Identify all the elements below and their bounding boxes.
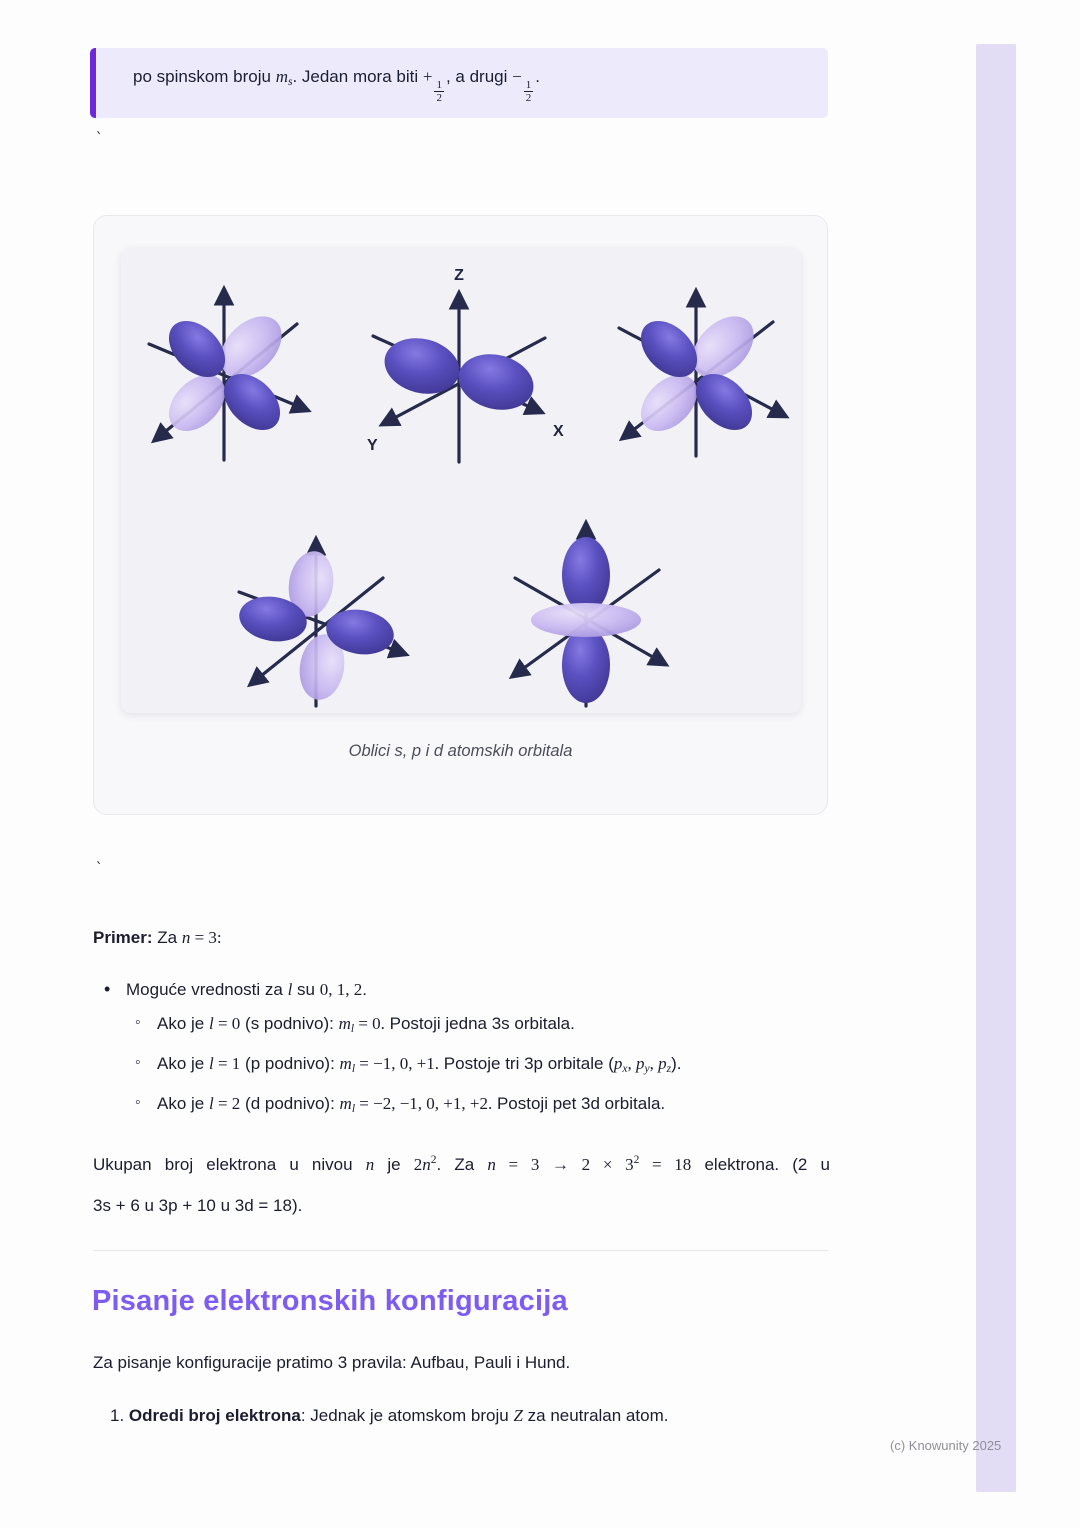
numbered-item-1: 1. Odredi broj elektrona: Jednak je atomskom broju Z za neutralan atom. [110,1406,669,1425]
orbitals-image [121,248,801,713]
axis-label-y: Y [367,437,378,454]
list-item: ◦ Ako je l = 1 (p podnivo): ml = −1, 0, +1. Postoje tri 3p orbitale (px, py, pz). [93,1054,873,1075]
orbital-top-middle [367,267,564,462]
stray-backtick: ` [95,861,104,877]
list-item: ◦ Ako je l = 2 (d podnivo): ml = −2, −1, 0, +1, +2. Postoji pet 3d orbitala. [93,1094,873,1115]
list-item: • Moguće vrednosti za l su 0, 1, 2. [93,980,873,1000]
right-margin-strip [976,44,1016,1492]
figure-card [93,215,828,815]
axis-label-x: X [553,423,564,440]
axis-label-z: Z [454,267,464,284]
list-item: ◦ Ako je l = 0 (s podnivo): ml = 0. Postoji jedna 3s orbitala. [93,1014,873,1035]
primer-line: Primer: Za n = 3: [93,928,222,947]
callout-text: po spinskom broju [133,67,276,86]
paragraph-electron-count: Ukupan broj elektrona u nivou n je $2n^2$. Za $n = 3 \to 2 \times 3^2 = 18$ elektrona. (2 u [93,1154,830,1174]
bullet-list [93,980,873,1134]
paragraph-electron-count-line2: 3s + 6 u 3p + 10 u 3d = 18). [93,1196,303,1215]
orbital-bottom-middle [513,524,665,706]
section-heading: Pisanje elektronskih konfiguracija [92,1285,568,1317]
orbitals-diagram [121,248,801,713]
fraction-plus-half: $\frac{1}{2}$ [436,79,442,104]
orbital-bottom-left [236,540,405,706]
stray-backtick: ` [95,131,104,147]
section-intro: Za pisanje konfiguracije pratimo 3 pravila: Aufbau, Pauli i Hund. [93,1353,571,1372]
fraction-minus-half: $\frac{1}{2}$ [525,79,532,104]
axes [149,290,307,460]
primer-label: Primer: [93,928,153,947]
section-divider [93,1250,828,1251]
orbital-top-left [149,290,307,460]
copyright-footer: (c) Knowunity 2025 [890,1438,1002,1453]
figure-caption: Oblici s, p i d atomskih orbitala [348,742,573,760]
orbital-top-right [619,292,785,456]
callout-note: po spinskom broju ms. Jedan mora biti + $\frac{1}{2}$ , a drugi − $\frac{1}{2}$ . [90,48,828,118]
